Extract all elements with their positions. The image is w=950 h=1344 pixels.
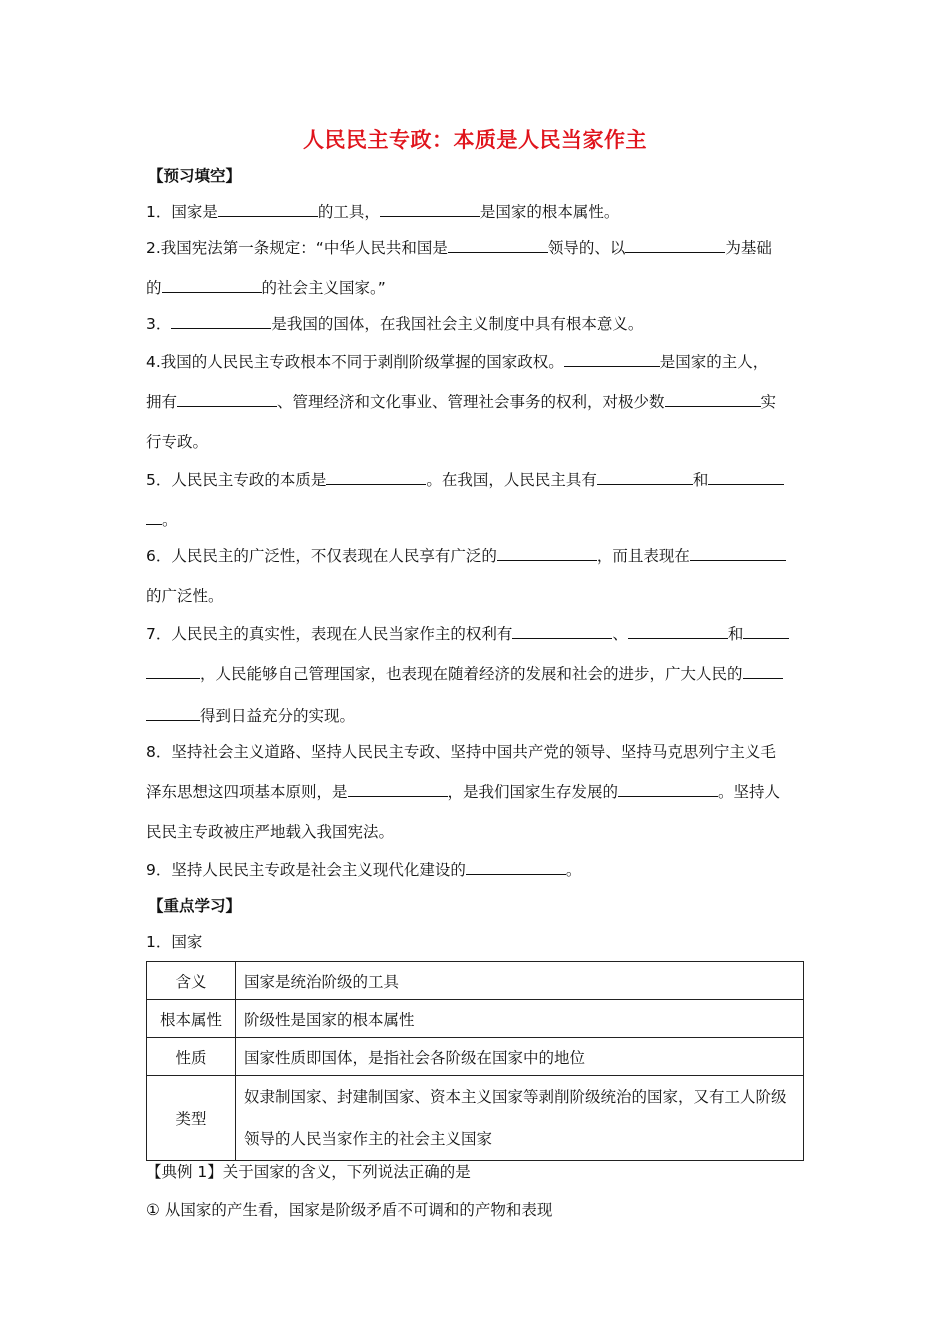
q1-text-c: 是国家的根本属性。 <box>479 203 620 221</box>
blank <box>162 278 262 293</box>
blank <box>348 782 448 797</box>
q4-text-b: 是国家的主人， <box>659 353 769 371</box>
question-5-line-2 <box>146 508 806 530</box>
q2-text-d: 的 <box>146 279 162 297</box>
question-4-line-3 <box>146 430 806 452</box>
blank <box>497 546 597 561</box>
table-value: 国家性质即国体，是指社会各阶级在国家中的地位 <box>236 1038 804 1076</box>
blank <box>564 352 660 367</box>
table-key: 类型 <box>147 1076 236 1161</box>
question-6-line-1 <box>146 544 806 566</box>
table-value: 国家是统治阶级的工具 <box>236 962 804 1000</box>
question-9 <box>146 858 806 880</box>
question-8-line-3 <box>146 820 806 842</box>
question-2-line-2 <box>146 276 806 298</box>
blank <box>218 202 318 217</box>
blank <box>743 624 789 639</box>
blank <box>380 202 480 217</box>
blank <box>597 470 693 485</box>
blank <box>743 664 783 679</box>
q8-text-e: 民民主专政被庄严地载入我国宪法。 <box>146 823 395 841</box>
option-1 <box>146 1198 806 1220</box>
q2-text-a: 2.我国宪法第一条规定：“中华人民共和国是 <box>146 239 448 257</box>
blank <box>326 470 426 485</box>
question-1 <box>146 200 806 222</box>
question-2-line-1 <box>146 236 806 258</box>
blank <box>708 470 784 485</box>
q7-text-b: 、 <box>612 625 628 643</box>
concept-table <box>146 961 804 1161</box>
q9-text-b: 。 <box>565 861 582 879</box>
q4-text-c: 拥有 <box>146 393 178 411</box>
blank <box>146 706 200 721</box>
blank <box>625 238 725 253</box>
q6-text-b: ，而且表现在 <box>596 547 690 565</box>
q6-text-a: 6．人民民主的广泛性，不仅表现在人民享有广泛的 <box>146 547 497 565</box>
blank <box>448 238 548 253</box>
q4-text-e: 实 <box>760 393 777 411</box>
question-8-line-2 <box>146 780 806 802</box>
question-6-line-2 <box>146 584 806 606</box>
question-7-line-3 <box>146 704 806 726</box>
blank <box>171 314 271 329</box>
subheading-state <box>146 930 806 952</box>
q3-text-a: 3． <box>146 315 172 333</box>
q2-text-b: 领导的、以 <box>547 239 626 257</box>
q7-text-e: 得到日益充分的实现。 <box>200 707 356 725</box>
q3-text-b: 是我国的国体，在我国社会主义制度中具有根本意义。 <box>271 315 644 333</box>
table-row <box>147 1076 804 1161</box>
blank <box>146 664 200 679</box>
table-row <box>147 1000 804 1038</box>
subheading-text: 1．国家 <box>146 933 203 951</box>
table-value: 奴隶制国家、封建制国家、资本主义国家等剥削阶级统治的国家，又有工人阶级领导的人民当家作主的社会主义国家 <box>236 1076 804 1161</box>
question-7-line-1 <box>146 622 806 644</box>
q8-text-b: 泽东思想这四项基本原则，是 <box>146 783 348 801</box>
blank <box>466 860 566 875</box>
q8-text-a: 8．坚持社会主义道路、坚持人民民主专政、坚持中国共产党的领导、坚持马克思列宁主义毛 <box>146 743 776 761</box>
example-label: 【典例 1】 <box>146 1163 223 1181</box>
example-1 <box>146 1160 806 1182</box>
document-title: 人民民主专政：本质是人民当家作主 <box>303 128 647 152</box>
q8-text-c: ，是我们国家生存发展的 <box>447 783 619 801</box>
question-4-line-1 <box>146 350 806 372</box>
q7-text-a: 7．人民民主的真实性，表现在人民当家作主的权利有 <box>146 625 513 643</box>
question-5-line-1 <box>146 468 806 490</box>
blank <box>628 624 728 639</box>
q8-text-d: 。坚持人 <box>718 783 781 801</box>
q5-text-b: 。在我国，人民民主具有 <box>426 471 597 489</box>
section-heading-preview: 【预习填空】 <box>148 167 242 185</box>
table-row <box>147 962 804 1000</box>
q2-text-e: 的社会主义国家。” <box>261 279 386 297</box>
q5-text-d: 。 <box>162 511 178 529</box>
q4-text-d: 、管理经济和文化事业、管理社会事务的权利，对极少数 <box>277 393 665 411</box>
q4-text-a: 4.我国的人民民主专政根本不同于剥削阶级掌握的国家政权。 <box>146 353 564 371</box>
option-text: ① 从国家的产生看，国家是阶级矛盾不可调和的产物和表现 <box>146 1201 553 1219</box>
q7-text-c: 和 <box>727 625 744 643</box>
table-key: 根本属性 <box>147 1000 236 1038</box>
q1-text-b: 的工具， <box>317 203 380 221</box>
table-key: 性质 <box>147 1038 236 1076</box>
q9-text-a: 9．坚持人民民主专政是社会主义现代化建设的 <box>146 861 466 879</box>
blank <box>690 546 786 561</box>
question-4-line-2 <box>146 390 806 412</box>
table-row <box>147 1038 804 1076</box>
question-7-line-2 <box>146 662 806 684</box>
question-3 <box>146 312 806 334</box>
q5-text-a: 5．人民民主专政的本质是 <box>146 471 327 489</box>
blank <box>665 392 761 407</box>
q7-text-d: ，人民能够自己管理国家，也表现在随着经济的发展和社会的进步，广大人民的 <box>200 665 743 683</box>
q1-text-a: 1．国家是 <box>146 203 218 221</box>
table-key: 含义 <box>147 962 236 1000</box>
q2-text-c: 为基础 <box>725 239 772 257</box>
q5-text-c: 和 <box>692 471 709 489</box>
q4-text-f: 行专政。 <box>146 433 209 451</box>
section-heading-key: 【重点学习】 <box>148 897 242 915</box>
table-value: 阶级性是国家的根本属性 <box>236 1000 804 1038</box>
question-8-line-1 <box>146 740 806 762</box>
blank <box>177 392 277 407</box>
blank <box>512 624 612 639</box>
blank <box>618 782 718 797</box>
blank <box>146 510 162 525</box>
example-text: 关于国家的含义，下列说法正确的是 <box>222 1163 471 1181</box>
q6-text-c: 的广泛性。 <box>146 587 224 605</box>
